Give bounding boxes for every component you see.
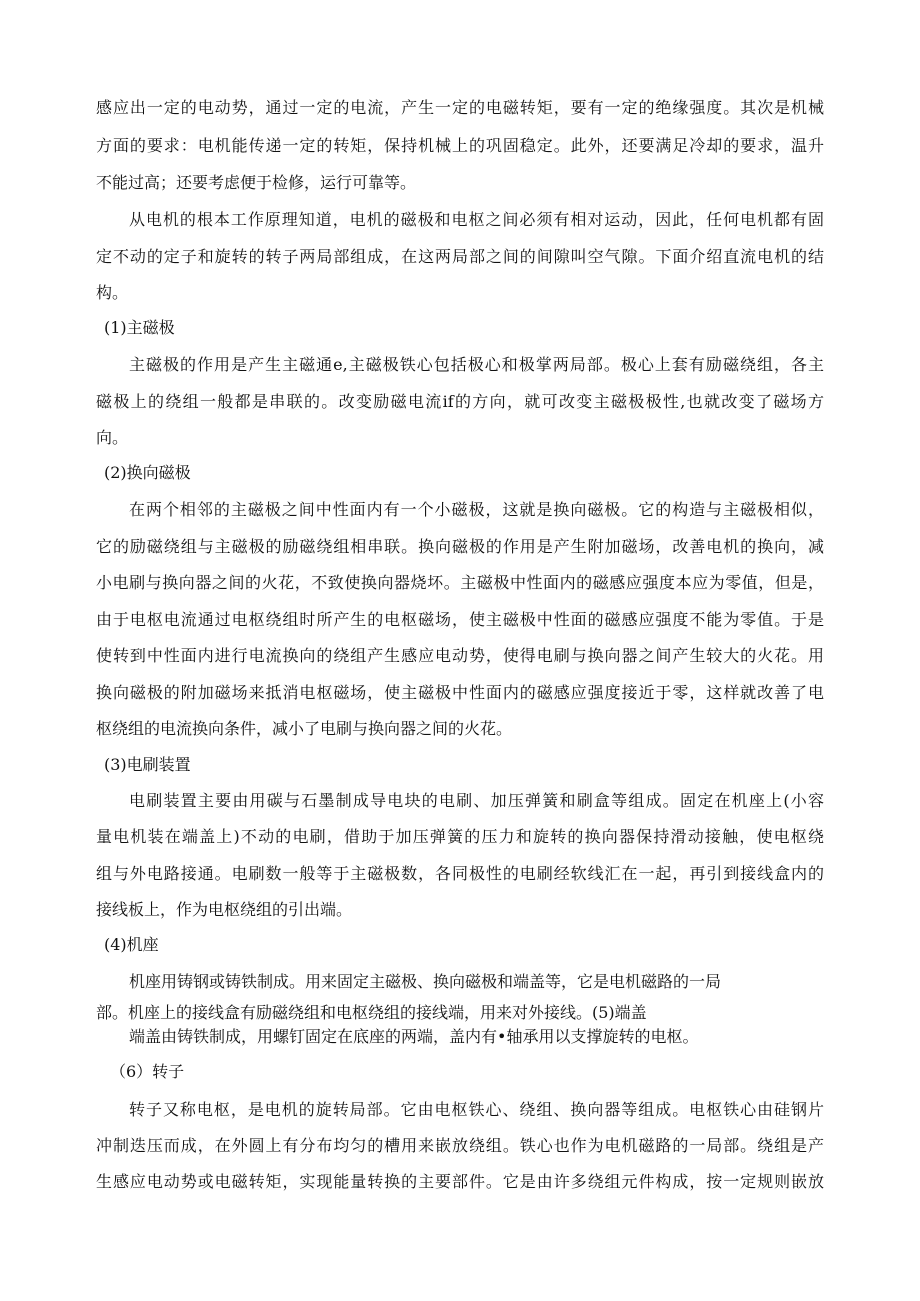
text-line: 方面的要求：电机能传递一定的转矩，保持机械上的巩固稳定。此外，还要满足冷却的要求，温升 (96, 136, 824, 155)
text-line: 定不动的定子和旋转的转子两局部组成，在这两局部之间的间隙叫空气隙。下面介绍直流电机的结 (96, 247, 824, 266)
text-line: 枢绕组的电流换向条件，减小了电刷与换向器之间的火花。 (96, 719, 513, 738)
text-line: 从电机的根本工作原理知道，电机的磁极和电枢之间必须有相对运动，因此，任何电机都有固 (129, 210, 824, 229)
text-line: 生感应电动势或电磁转矩，实现能量转换的主要部件。它是由许多绕组元件构成，按一定规则嵌放 (96, 1172, 824, 1191)
text-line: 机座用铸钢或铸铁制成。用来固定主磁极、换向磁极和端盖等，它是电机磁路的一局 (129, 972, 722, 991)
text-line: 磁极上的绕组一般都是串联的。改变励磁电流if的方向，就可改变主磁极极性,也就改变了磁场方 (96, 392, 824, 411)
text-line: 由于电枢电流通过电枢绕组时所产生的电枢磁场，使主磁极中性面的磁感应强度不能为零值。于是 (96, 610, 824, 629)
section-heading: (3)电刷装置 (104, 755, 191, 774)
text-line: 向。 (96, 428, 129, 447)
text-line: 接线板上，作为电枢绕组的引出端。 (96, 900, 353, 919)
text-line: 冲制迭压而成，在外圆上有分布均匀的槽用来嵌放绕组。铁心也作为电机磁路的一局部。绕组是产 (96, 1136, 824, 1155)
text-line: 端盖由铸铁制成，用螺钉固定在底座的两端，盖内有•轴承用以支撑旋转的电枢。 (129, 1027, 699, 1046)
text-line: 主磁极的作用是产生主磁通e,主磁极铁心包括极心和极掌两局部。极心上套有励磁绕组，各主 (129, 355, 824, 374)
section-heading: (2)换向磁极 (104, 463, 191, 482)
text-line: 量电机装在端盖上)不动的电刷，借助于加压弹簧的压力和旋转的换向器保持滑动接触，使电枢绕 (96, 827, 824, 846)
text-line: 不能过高；还要考虑便于检修，运行可靠等。 (96, 173, 417, 192)
text-line: 组与外电路接通。电刷数一般等于主磁极数，各同极性的电刷经软线汇在一起，再引到接线盒内的 (96, 864, 824, 883)
text-line: 电刷装置主要由用碳与石墨制成导电块的电刷、加压弹簧和刷盒等组成。固定在机座上(小容 (129, 791, 824, 810)
section-heading: (4)机座 (104, 935, 159, 954)
text-line: 它的励磁绕组与主磁极的励磁绕组相串联。换向磁极的作用是产生附加磁场，改善电机的换向，减 (96, 537, 824, 556)
section-heading: (1)主磁极 (104, 318, 175, 337)
text-line: 部。机座上的接线盒有励磁绕组和电枢绕组的接线端，用来对外接线。(5)端盖 (96, 1003, 647, 1022)
text-line: 转子又称电枢，是电机的旋转局部。它由电枢铁心、绕组、换向器等组成。电枢铁心由硅钢片 (129, 1100, 824, 1119)
text-line: 换向磁极的附加磁场来抵消电枢磁场，使主磁极中性面内的磁感应强度接近于零，这样就改善了电 (96, 683, 824, 702)
text-line: 使转到中性面内进行电流换向的绕组产生感应电动势，使得电刷与换向器之间产生较大的火花。用 (96, 646, 824, 665)
text-line: 构。 (96, 283, 129, 302)
section-heading: （6）转子 (110, 1062, 185, 1081)
text-line: 小电刷与换向器之间的火花，不致使换向器烧坏。主磁极中性面内的磁感应强度本应为零值，但是， (96, 573, 824, 592)
text-line: 在两个相邻的主磁极之间中性面内有一个小磁极，这就是换向磁极。它的构造与主磁极相似， (129, 500, 824, 519)
text-line: 感应出一定的电动势，通过一定的电流，产生一定的电磁转矩，要有一定的绝缘强度。其次是机械 (96, 98, 824, 117)
